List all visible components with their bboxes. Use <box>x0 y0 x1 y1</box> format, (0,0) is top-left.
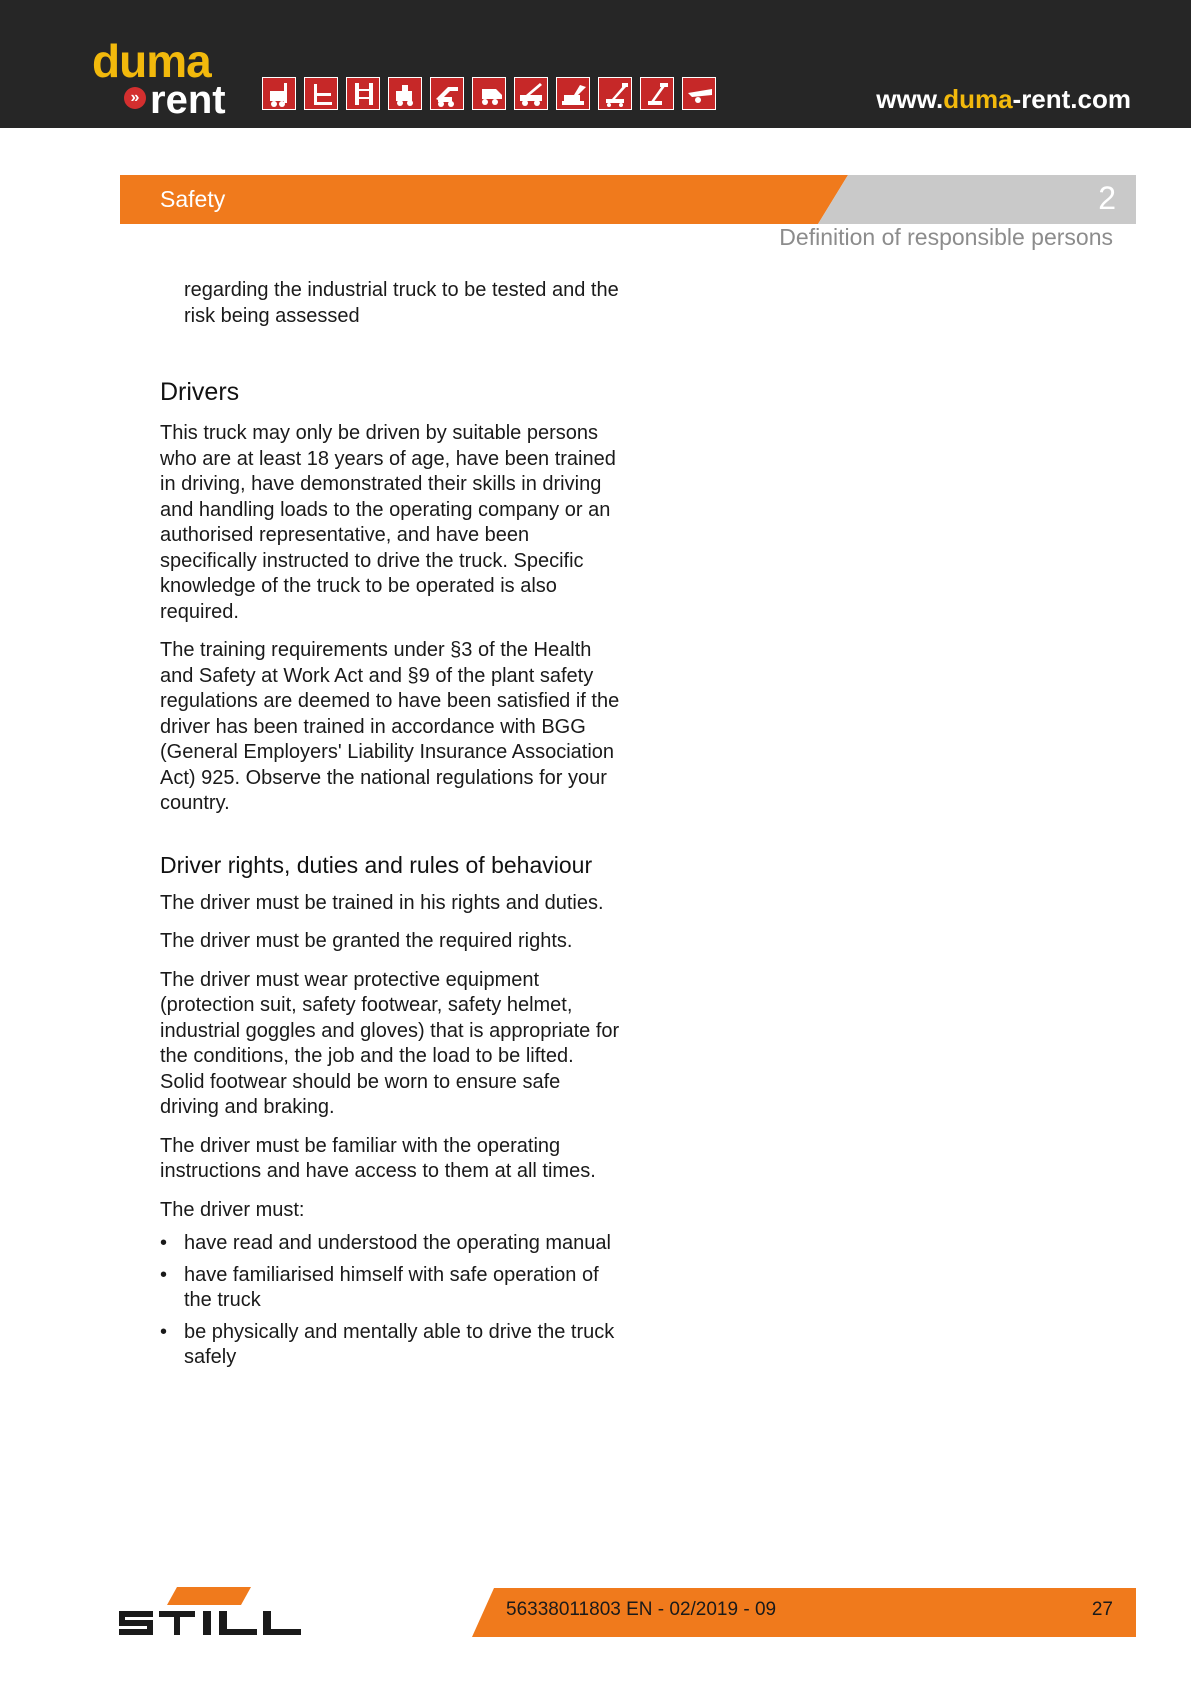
page-content <box>160 278 620 1377</box>
tow-tractor-icon[interactable] <box>388 77 422 110</box>
machine-icons-strip <box>262 77 716 110</box>
chapter-number: 2 <box>1098 180 1116 216</box>
banner-orange-band <box>120 175 848 224</box>
intro-continuation: regarding the industrial truck to be tested and the risk being assessed <box>184 279 619 327</box>
rights-paragraph-4: The driver must be familiar with the operating instructions and have access to them at all times. <box>160 1134 596 1182</box>
boom-lift-icon[interactable] <box>598 77 632 110</box>
url-suffix: -rent.com <box>1012 84 1131 114</box>
section-subtitle: Definition of responsible persons <box>779 224 1113 250</box>
rights-paragraph-1: The driver must be trained in his rights and duties. <box>160 891 604 914</box>
driver-requirements-list <box>160 1231 620 1371</box>
section-title: Safety <box>160 186 226 212</box>
rights-paragraph-5: The driver must: <box>160 1198 305 1221</box>
excavator-icon[interactable] <box>556 77 590 110</box>
document-number: 56338011803 EN - 02/2019 - 09 <box>506 1599 777 1620</box>
url-prefix: www. <box>876 84 944 114</box>
logo-rent-word: rent <box>150 78 226 122</box>
section-banner <box>120 175 1136 224</box>
logo-rent-text <box>124 80 226 120</box>
banner-gray-band <box>818 175 1136 224</box>
trailer-icon[interactable] <box>682 77 716 110</box>
logo-duma-text: duma <box>92 35 211 87</box>
url-highlight: duma <box>943 84 1013 114</box>
scissor-lift-icon[interactable] <box>640 77 674 110</box>
crane-truck-icon[interactable] <box>514 77 548 110</box>
rights-paragraph-2: The driver must be granted the required rights. <box>160 930 573 952</box>
stacker-icon[interactable] <box>346 77 380 110</box>
list-item: • have familiarised himself with safe operation of the truck <box>160 1263 620 1314</box>
list-item: • be physically and mentally able to drive the truck safely <box>160 1320 620 1371</box>
rights-heading: Driver rights, duties and rules of behaviour <box>160 851 593 878</box>
header-bar <box>0 0 1191 128</box>
forklift-icon[interactable] <box>262 77 296 110</box>
pallet-truck-icon[interactable] <box>304 77 338 110</box>
chevron-icon: » <box>124 87 146 109</box>
list-item: • have read and understood the operating manual <box>160 1231 620 1257</box>
page-number: 27 <box>1091 1599 1113 1620</box>
telehandler-icon[interactable] <box>430 77 464 110</box>
drivers-paragraph-1: This truck may only be driven by suitable persons who are at least 18 years of age, have been trained in driving, have demonstrated their skills in driving and handling loads to the operating company or an authorised representative, and have been specifically instructed to drive the truck. Specific knowledge of the truck to be operated is also required. <box>160 422 616 623</box>
website-url[interactable] <box>876 84 1131 115</box>
still-logo <box>119 1587 309 1639</box>
skid-steer-icon[interactable] <box>472 77 506 110</box>
drivers-heading: Drivers <box>160 378 240 406</box>
drivers-paragraph-2: The training requirements under §3 of the Health and Safety at Work Act and §9 of the plant safety regulations are deemed to have been satisfied if the driver has been trained in accordance with BGG (General Employers' Liability Insurance Association Act) 925. Observe the national regulations for your country. <box>160 639 620 814</box>
rights-paragraph-3: The driver must wear protective equipment (protection suit, safety footwear, safety helmet, industrial goggles and gloves) that is appropriate for the conditions, the job and the load to be lifted. Solid footwear should be worn to ensure safe driving and braking. <box>160 968 620 1118</box>
